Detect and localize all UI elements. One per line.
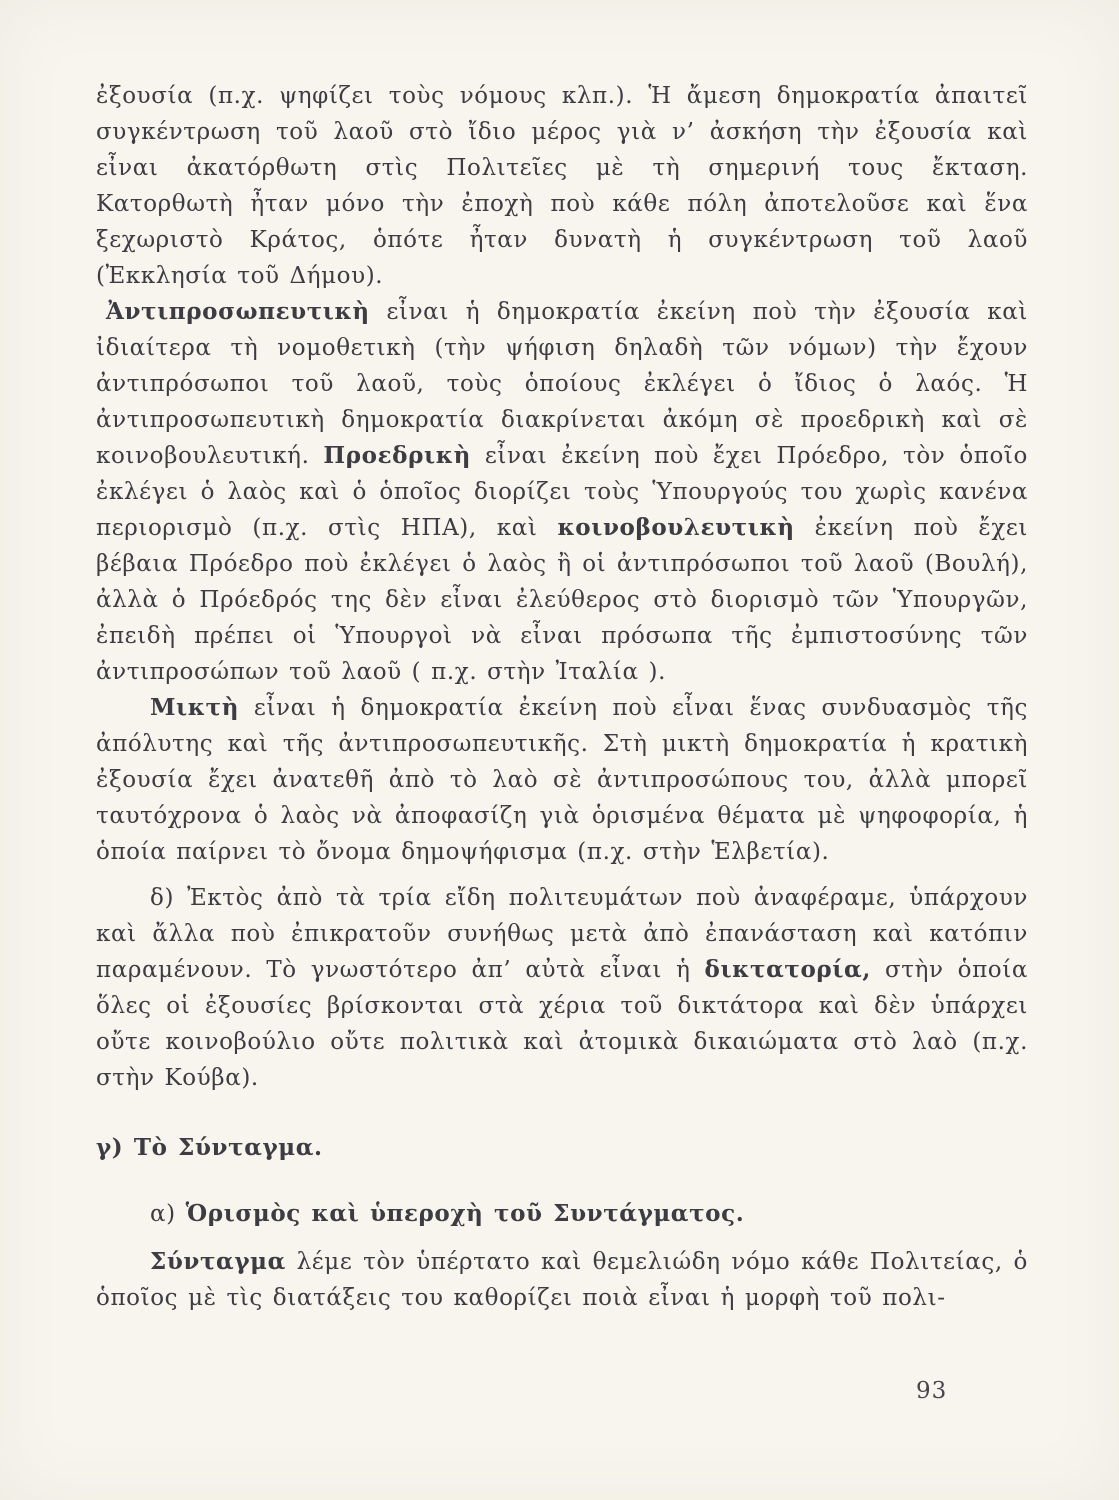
subheading-prefix: α) <box>150 1201 186 1227</box>
text-run: ἐκείνη ποὺ ἔχει βέβαια Πρόεδρο ποὺ ἐκλέγει ὁ λαὸς ἢ οἱ ἀντιπρόσωποι τοῦ λαοῦ (Βουλή), ἀλλὰ ὁ Πρόεδρός της δὲν εἶναι ἐλεύθερος στὸ διορισμὸ τῶν Ὑπουργῶν, ἐπειδὴ πρέπει οἱ Ὑπουργοὶ νὰ εἶναι πρόσωπα τῆς ἐμπιστοσύνης τῶν ἀντιπροσώπων τοῦ λαοῦ ( π.χ. στὴν Ἰταλία ). <box>96 515 1028 685</box>
text-run-bold: Προεδρικὴ <box>323 442 471 469</box>
paragraph-dictatorship <box>96 880 1028 1096</box>
text-run: εἶναι ἐκείνη ποὺ ἔχει Πρόεδρο, τὸν ὁποῖο ἐκλέγει ὁ λαὸς καὶ ὁ ὁποῖος διορίζει τοὺς Ὑπουργούς του χωρὶς κανένα περιορισμὸ (π.χ. στὶς ΗΠΑ), καὶ <box>96 443 1028 541</box>
paragraph-constitution-definition <box>96 1244 1028 1316</box>
text-run-bold: Σύνταγμα <box>150 1248 286 1275</box>
sub-heading-definition <box>96 1196 1028 1232</box>
text-run: εἶναι ἡ δημοκρατία ἐκείνη ποὺ εἶναι ἕνας συνδυασμὸς τῆς ἀπόλυτης καὶ τῆς ἀντιπροσωπευτικῆς. Στὴ μικτὴ δημοκρατία ἡ κρατικὴ ἐξουσία ἔχει ἀνατεθῆ ἀπὸ τὸ λαὸ σὲ ἀντιπροσώπους του, ἀλλὰ μπορεῖ ταυτόχρονα ὁ λαὸς νὰ ἀποφασίζη γιὰ ὁρισμένα θέματα μὲ ψηφοφορία, ἡ ὁποία παίρνει τὸ ὄνομα δημοψήφισμα (π.χ. στὴν Ἑλβετία). <box>96 695 1028 865</box>
paragraph-direct-democracy <box>96 78 1028 294</box>
subheading-text: Ὁρισμὸς καὶ ὑπεροχὴ τοῦ Συντάγματος. <box>185 1200 745 1227</box>
paragraph-representative-democracy <box>96 294 1028 690</box>
text-run-bold: Μικτὴ <box>150 694 240 721</box>
text-run: στὴν ὁποία ὅλες οἱ ἐξουσίες βρίσκονται στὰ χέρια τοῦ δικτάτορα καὶ δὲν ὑπάρχει οὔτε κοινοβούλιο οὔτε πολιτικὰ καὶ ἀτομικὰ δικαιώματα στὸ λαὸ (π.χ. στὴν Κούβα). <box>96 957 1028 1091</box>
text-run-bold: Ἀντιπροσωπευτικὴ <box>106 298 370 325</box>
page-number: 93 <box>916 1378 948 1404</box>
section-heading-constitution <box>96 1130 1028 1166</box>
text-run: λέμε τὸν ὑπέρτατο καὶ θεμελιώδη νόμο κάθε Πολιτείας, ὁ ὁποῖος μὲ τὶς διατάξεις του καθορίζει ποιὰ εἶναι ἡ μορφὴ τοῦ πολι- <box>96 1249 1028 1311</box>
paragraph-mixed-democracy <box>96 690 1028 870</box>
heading-text: γ) Τὸ Σύνταγμα. <box>96 1134 323 1161</box>
text-run: ἐξουσία (π.χ. ψηφίζει τοὺς νόμους κλπ.). Ἡ ἄμεση δημοκρατία ἀπαιτεῖ συγκέντρωση τοῦ λαοῦ στὸ ἴδιο μέρος γιὰ ν’ ἀσκήση τὴν ἐξουσία καὶ εἶναι ἀκατόρθωτη στὶς Πολιτεῖες μὲ τὴ σημερινή τους ἔκταση. Κατορθωτὴ ἦταν μόνο τὴν ἐποχὴ ποὺ κάθε πόλη ἀποτελοῦσε καὶ ἕνα ξεχωριστὸ Κράτος, ὁπότε ἦταν δυνατὴ ἡ συγκέντρωση τοῦ λαοῦ (Ἐκκλησία τοῦ Δήμου). <box>96 83 1028 289</box>
text-run: δ) Ἐκτὸς ἀπὸ τὰ τρία εἴδη πολιτευμάτων ποὺ ἀναφέραμε, ὑπάρχουν καὶ ἄλλα ποὺ ἐπικρατοῦν συνήθως μετὰ ἀπὸ ἐπανάσταση καὶ κατόπιν παραμένουν. Τὸ γνωστότερο ἀπ’ αὐτὰ εἶναι ἡ <box>96 885 1028 983</box>
text-run-bold: κοινοβουλευτικὴ <box>557 514 795 541</box>
text-run: εἶναι ἡ δημοκρατία ἐκείνη ποὺ τὴν ἐξουσία καὶ ἰδιαίτερα τὴ νομοθετικὴ (τὴν ψήφιση δηλαδὴ τῶν νόμων) τὴν ἔχουν ἀντιπρόσωποι τοῦ λαοῦ, τοὺς ὁποίους ἐκλέγει ὁ ἴδιος ὁ λαός. Ἡ ἀντιπροσωπευτικὴ δημοκρατία διακρίνεται ἀκόμη σὲ προεδρικὴ καὶ σὲ κοινοβουλευτική. <box>96 299 1028 469</box>
text-block <box>96 78 1028 1316</box>
text-run-bold: δικτατορία, <box>704 956 871 983</box>
